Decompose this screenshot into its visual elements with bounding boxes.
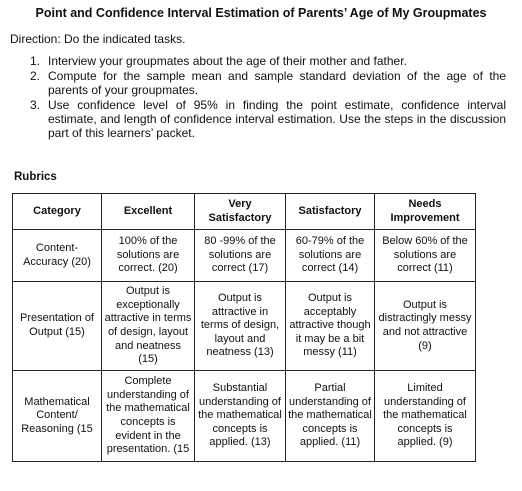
criteria-cell: Complete understanding of the mathematical concepts is evident in the presentation. (15 xyxy=(102,371,195,462)
rubrics-heading: Rubrics xyxy=(14,171,57,183)
category-cell: Mathematical Content/ Reasoning (15 xyxy=(13,371,102,462)
criteria-cell: Output is exceptionally attractive in terms of design, layout and neatness (15) xyxy=(102,282,195,371)
header-excellent: Excellent xyxy=(102,194,195,230)
rubric-header-row xyxy=(13,194,476,230)
task-number: 2. xyxy=(30,69,41,83)
task-item xyxy=(28,54,506,68)
header-satisfactory: Satisfactory xyxy=(286,194,375,230)
criteria-cell: 80 -99% of the solutions are correct (17) xyxy=(195,230,286,282)
criteria-cell: Output is attractive in terms of design, layout and neatness (13) xyxy=(195,282,286,371)
task-number: 1. xyxy=(30,54,41,68)
table-row xyxy=(13,371,476,462)
criteria-cell: Below 60% of the solutions are correct (11) xyxy=(375,230,476,282)
header-very-satisfactory: Very Satisfactory xyxy=(195,194,286,230)
task-text: Use confidence level of 95% in finding the point estimate, confidence interval estimate, and length of confidence interval estimation. Use the steps in the discussion part of this learners’ packet. xyxy=(48,98,506,140)
rubric-table xyxy=(12,193,476,462)
header-needs-improvement: Needs Improvement xyxy=(375,194,476,230)
criteria-cell: Partial understanding of the mathematical concepts is applied. (11) xyxy=(286,371,375,462)
direction-text: Direction: Do the indicated tasks. xyxy=(10,32,186,46)
task-item xyxy=(28,69,506,97)
task-number: 3. xyxy=(30,98,41,112)
table-row xyxy=(13,230,476,282)
criteria-cell: Limited understanding of the mathematical concepts is applied. (9) xyxy=(375,371,476,462)
criteria-cell: Substantial understanding of the mathematical concepts is applied. (13) xyxy=(195,371,286,462)
category-cell: Content-Accuracy (20) xyxy=(13,230,102,282)
task-text: Compute for the sample mean and sample standard deviation of the age of the parents of your groupmates. xyxy=(48,69,506,97)
task-text: Interview your groupmates about the age of their mother and father. xyxy=(48,54,407,68)
criteria-cell: 100% of the solutions are correct. (20) xyxy=(102,230,195,282)
task-item xyxy=(28,98,506,140)
task-list xyxy=(28,54,506,141)
table-row xyxy=(13,282,476,371)
criteria-cell: Output is acceptably attractive though it may be a bit messy (11) xyxy=(286,282,375,371)
criteria-cell: Output is distractingly messy and not attractive (9) xyxy=(375,282,476,371)
criteria-cell: 60-79% of the solutions are correct (14) xyxy=(286,230,375,282)
category-cell: Presentation of Output (15) xyxy=(13,282,102,371)
header-category: Category xyxy=(13,194,102,230)
page-title: Point and Confidence Interval Estimation of Parents’ Age of My Groupmates xyxy=(35,6,487,20)
